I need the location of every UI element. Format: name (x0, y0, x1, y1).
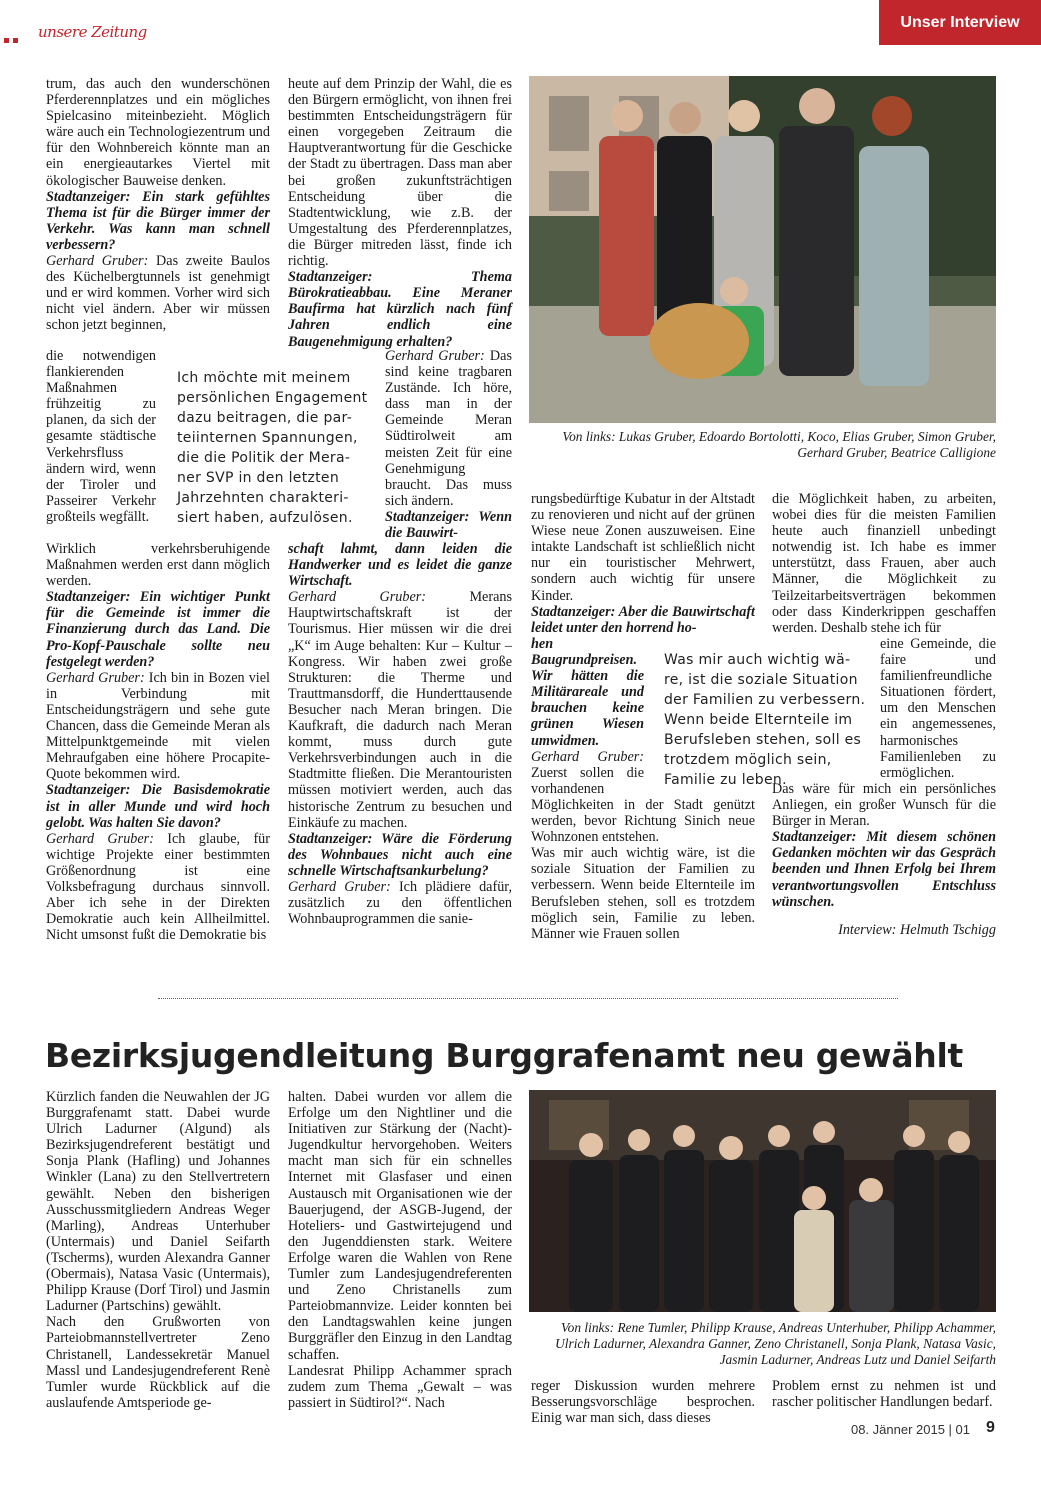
paragraph (772, 781, 996, 829)
question-text: Stadtanzeiger: Aber die Bauwirtschaft leidet unter den horrend ho- (531, 603, 755, 636)
paragraph (46, 670, 270, 783)
family-photo-caption: Von links: Lukas Gruber, Edoardo Bortolotti, Koco, Elias Gruber, Simon Gruber, Gerhard Gruber, Beatrice Calligione (562, 429, 996, 460)
paragraph (531, 845, 755, 942)
pull-quote-line: trotzdem möglich sein, (664, 752, 832, 768)
paragraph (531, 797, 755, 845)
article1-col4-narrow: eine Gemeinde, die faire und familienfreundliche Situationen fördert, um den Menschen ein angemessenes, harmonisches Familienleben zu ermöglichen. (880, 636, 996, 781)
question-text: hen Baugrundpreisen. Wir hätten die Militärareale und brauchen keine grünen Wiesen umwidmen. (531, 636, 644, 749)
answer-text: die Möglichkeit haben, zu arbeiten, wobei dies für die meisten Familien heute auch finanziell unbedingt notwendig ist. Ich habe es immer unterstützt, dass Frauen, aber auch Männer, die Möglichkeit zu Teilzeitarbeitsverträgen bekommen oder dass Kinderkrippen geschaffen werden. Deshalb stehe ich für (772, 491, 996, 636)
paragraph (46, 189, 270, 253)
pull-quote-1 (177, 368, 377, 528)
paragraph (288, 269, 512, 349)
interview-credit: Interview: Helmuth Tschigg (838, 922, 996, 938)
article1-col2 (288, 76, 512, 350)
article2-headline: Bezirksjugendleitung Burggrafenamt neu gewählt (45, 1036, 963, 1075)
question-text: Stadtanzeiger: Wenn die Bauwirt- (385, 508, 512, 542)
section-divider (158, 998, 898, 999)
article1-col2-narrow (385, 348, 512, 541)
answer-text: Was mir auch wichtig wäre, ist die soziale Situation der Familien zu verbessern. Wenn beide Elternteile im Berufsleben stehen, soll es trotzdem möglich sein, Familie zu leben. Männer wie Frauen sollen (531, 845, 755, 942)
answer-text: trum, das auch den wunderschönen Pferderennplatzes und ein mögliches Spielcasino miteinbezieht. Möglich wäre auch ein Technologiezentrum und für den Wohnbereich könnte man an ein energieautarkes Viertel mit ökologischer Bauweise denken. (46, 76, 270, 189)
group-photo-caption: Von links: Rene Tumler, Philipp Krause, Andreas Unterhuber, Philipp Achammer, Ulrich Ladurner, Alexandra Ganner, Zeno Christanell, Sonja Plank, Natasa Vasic, Jasmin Ladurner, Andreas Lutz und Daniel Seifarth (555, 1320, 996, 1367)
pull-quote-line: Familie zu leben. (664, 772, 787, 788)
article2-col1-para1: Kürzlich fanden die Neuwahlen der JG Burggrafenamt statt. Dabei wurde Ulrich Ladurner (Algund) als Bezirksjugendreferent bestätigt und Sonja Plank (Hafling) und Johannes Winkler (Lana) zu den Stellvertretern gewählt. Neben den bisherigen Ausschussmitgliedern Andreas Weger (Marling), Andreas Unterhuber (Untermais) und Daniel Seifarth (Tscherms), wurden Alexandra Ganner (Obermais), Natasa Vasic (Untermais), Philipp Krause (Dorf Tirol) und Jasmin Ladurner (Partschins) gewählt. (46, 1089, 270, 1315)
article2-col2 (288, 1089, 512, 1411)
footer-date: 08. Jänner 2015 | 01 (850, 1422, 970, 1437)
speaker-label: Gerhard Gruber: (46, 669, 145, 686)
article1-col4 (772, 491, 996, 636)
answer-text: Möglichkeiten in der Stadt genützt werden, bevor Richtung Sinich neue Wohnzonen entstehen. (531, 797, 755, 846)
paragraph (385, 348, 512, 509)
question-text: Stadtanzeiger: Mit diesem schönen Gedanken möchten wir das Gespräch beenden und Ihnen Erfolg bei Ihrem verantwortungsvollen Entschluss wünschen. (772, 829, 996, 910)
question-text: Stadtanzeiger: Ein stark gefühltes Thema ist für die Bürger immer der Verkehr. Was kann man schnell verbessern? (46, 188, 270, 253)
article2-col2-para2: Landesrat Philipp Achammer sprach zudem zum Thema „Gewalt – was passiert in Südtirol?“. Nach (288, 1362, 512, 1411)
speaker-label: Gerhard Gruber: (288, 589, 427, 606)
header-dots (4, 30, 18, 48)
answer-text: rungsbedürftige Kubatur in der Altstadt zu renovieren und nicht auf der grünen Wiese neue Zonen auszuweisen. Eine intakte Landschaft ist schließlich nicht nur ein touristischer Mehrwert, sondern auch wichtig für unsere Kinder. (531, 491, 755, 604)
article1-col3-bottom (531, 797, 755, 942)
paragraph (46, 831, 270, 944)
pull-quote-line: Ich möchte mit meinem (177, 370, 351, 386)
family-photo (529, 76, 996, 423)
article1-col3 (531, 491, 755, 636)
paragraph (46, 253, 270, 333)
article2-col3: reger Diskussion wurden mehrere Besserungsvorschläge besprochen. Einig war man sich, dass dieses (531, 1378, 755, 1427)
paragraph (772, 829, 996, 909)
pull-quote-line: Jahrzehnten charakteri- (177, 490, 349, 506)
pull-quote-2 (664, 650, 874, 790)
article1-col1-bottom (46, 541, 270, 943)
article2-col1 (46, 1089, 270, 1411)
paragraph (531, 749, 644, 797)
pull-quote-line: persönlichen Engagement (177, 390, 368, 406)
paragraph (46, 782, 270, 830)
speaker-label: Gerhard Gruber: (46, 253, 149, 270)
paragraph (46, 76, 270, 189)
question-text: Stadtanzeiger: Wäre die Förderung des Wohnbaues nicht auch eine schnelle Wirtschaftsankurbelung? (288, 830, 512, 879)
article1-col4-bottom (772, 781, 996, 910)
speaker-label: Gerhard Gruber: (385, 348, 485, 364)
section-label: Unser Interview (879, 0, 1041, 45)
article1-col2-bottom (288, 541, 512, 927)
pull-quote-line: Berufsleben stehen, soll es (664, 732, 862, 748)
answer-text: Ich bin in Bozen viel in Verbindung mit Entscheidungsträgern und sehe gute Chancen, dass die Gemeinde Meran als Mittelpunktgemeinde mit vielen Mehraufgaben eine höhere Procapite-Quote bekommen wird. (46, 669, 270, 783)
pull-quote-line: ner SVP in den letzten (177, 470, 340, 486)
paragraph (288, 879, 512, 927)
paragraph (288, 76, 512, 269)
speaker-label: Gerhard Gruber: (288, 878, 391, 895)
article2-col1-para2: Nach den Grußworten von Parteiobmannstellvertreter Zeno Christanell, Landessekretär Manuel Massl und Landesjugendreferent Renè Tumler wurde Rückblick auf die auslaufende Amtsperiode ge- (46, 1314, 270, 1411)
answer-text: Ich glaube, für wichtige Projekte einer bestimmten Größenordnung ist eine Volksbefragung durchaus sinnvoll. Aber ich sehe in der Direkten Demokratie auch kein Allheilmittel. Nicht umsonst fußt die Demokratie bis (46, 830, 270, 944)
pull-quote-line: siert haben, aufzulösen. (177, 510, 353, 526)
question-text: Stadtanzeiger: Thema Bürokratieabbau. Eine Meraner Baufirma hat kürzlich nach fünf Jahren endlich eine Baugenehmigung erhalten? (288, 269, 512, 350)
answer-text: Ich plädiere dafür, zusätzlich zu den öffentlichen Wohnbauprogrammen die sanie- (288, 878, 512, 928)
question-text: schaft lahmt, dann leiden die Handwerker und es leidet die ganze Wirtschaft. (288, 541, 512, 590)
pull-quote-line: re, ist die soziale Situation (664, 672, 858, 688)
paragraph (288, 831, 512, 879)
article2-col2-para1: halten. Dabei wurden vor allem die Erfolge um den Nightliner und die Initiativen zur Stärkung der (Nacht)-Jugendkultur hervorgehoben. Weiters macht man sich für ein schnelles Internet mit Glasfaser und einen Austausch mit Organisationen wie der Bauerjugend, der ASGB-Jugend, der Hoteliers- und Gastwirtejugend und den Jugenddiensten stark. Weitere Erfolge waren die Wahlen von Rene Tumler zum Landesjugendreferenten und Zeno Christanells zum Parteiobmannvize. Leider konnten bei den Landtagswahlen keine jungen Burggräfler den Einzug in den Landtag schaffen. (288, 1089, 512, 1363)
answer-text: Das sind keine tragbaren Zustände. Ich höre, dass man in der Gemeinde Meran Südtirolweit am meisten Zeit für eine Genehmigung braucht. Das muss sich ändern. (385, 348, 512, 509)
pull-quote-line: dazu beitragen, die par- (177, 410, 353, 426)
speaker-label: Gerhard Gruber: (46, 830, 154, 847)
pull-quote-line: der Familien zu verbessern. (664, 692, 866, 708)
paragraph (288, 541, 512, 589)
answer-text: Wirklich verkehrsberuhigende Maßnahmen werden erst dann möglich werden. (46, 541, 270, 590)
paragraph (46, 589, 270, 669)
answer-text: Das wäre für mich ein persönliches Anliegen, ein großer Wunsch für die Bürger in Meran. (772, 781, 996, 830)
paragraph (772, 491, 996, 636)
article1-col3-narrow (531, 636, 644, 797)
answer-text: Das zweite Baulos des Küchelbergtunnels ist genehmigt und er wird kommen. Vorher wird sich nicht viel ändern. Aber wir müssen schon jetzt beginnen, (46, 253, 270, 334)
answer-text: Merans Hauptwirtschaftskraft ist der Tourismus. Hier müssen wir die drei „K“ im Auge behalten: Kur – Kultur – Kongress. Wir haben zwei große Strukturen: die Therme und Trauttmansdorff, die Hunderttausende Besucher nach Meran bringen. Die Kaufkraft, die dadurch nach Meran kommt, muss durch gute Verkehrsverbindungen auch in die Stadtmitte fließen. Die Merantouristen müssen motiviert werden, auch das historische Zentrum zu besuchen und Einkäufe zu machen. (288, 589, 512, 831)
pull-quote-line: Was mir auch wichtig wä- (664, 652, 851, 668)
pull-quote-line: teiinternen Spannungen, (177, 430, 358, 446)
article1-col1 (46, 76, 270, 334)
pull-quote-line: Wenn beide Elternteile im (664, 712, 853, 728)
article2-col4: Problem ernst zu nehmen ist und rascher politischer Handlungen bedarf. (772, 1378, 996, 1411)
paragraph (385, 509, 512, 541)
page-number: 9 (986, 1419, 995, 1436)
paragraph (531, 636, 644, 749)
question-text: Stadtanzeiger: Die Basisdemokratie ist in aller Munde und wird hoch gelobt. Was halten Sie davon? (46, 782, 270, 831)
answer-text: Zuerst sollen die vorhandenen (531, 764, 644, 797)
brand-logo: unsere Zeitung (38, 23, 147, 41)
paragraph (288, 589, 512, 830)
paragraph (531, 491, 755, 604)
paragraph (46, 541, 270, 589)
pull-quote-line: die die Politik der Mera- (177, 450, 351, 466)
speaker-label: Gerhard Gruber: (531, 748, 644, 765)
group-photo (529, 1090, 996, 1312)
article1-col1-narrow: die notwendigen flankierenden Maßnahmen frühzeitig zu planen, da sich der gesamte städtische Verkehrsfluss ändern wird, wenn der Tiroler und Passeirer Verkehr großteils wegfällt. (46, 348, 156, 525)
question-text: Stadtanzeiger: Ein wichtiger Punkt für die Gemeinde ist immer die Finanzierung durch das Land. Die Pro-Kopf-Pauschale sollte neu festgelegt werden? (46, 589, 270, 670)
answer-text: heute auf dem Prinzip der Wahl, die es den Bürgern ermöglicht, von ihnen frei bestimmten Entscheidungsträgern für einen vorgegeben Zeitraum die Hauptverantwortung für die Geschicke der Stadt zu übertragen. Dass man aber bei großen zukunftsträchtigen Entscheidung über die Stadtentwicklung, wie z.B. der Umgestaltung des Pferderennplatzes, die Bürger mitreden lässt, finde ich richtig. (288, 76, 512, 270)
paragraph (531, 604, 755, 636)
